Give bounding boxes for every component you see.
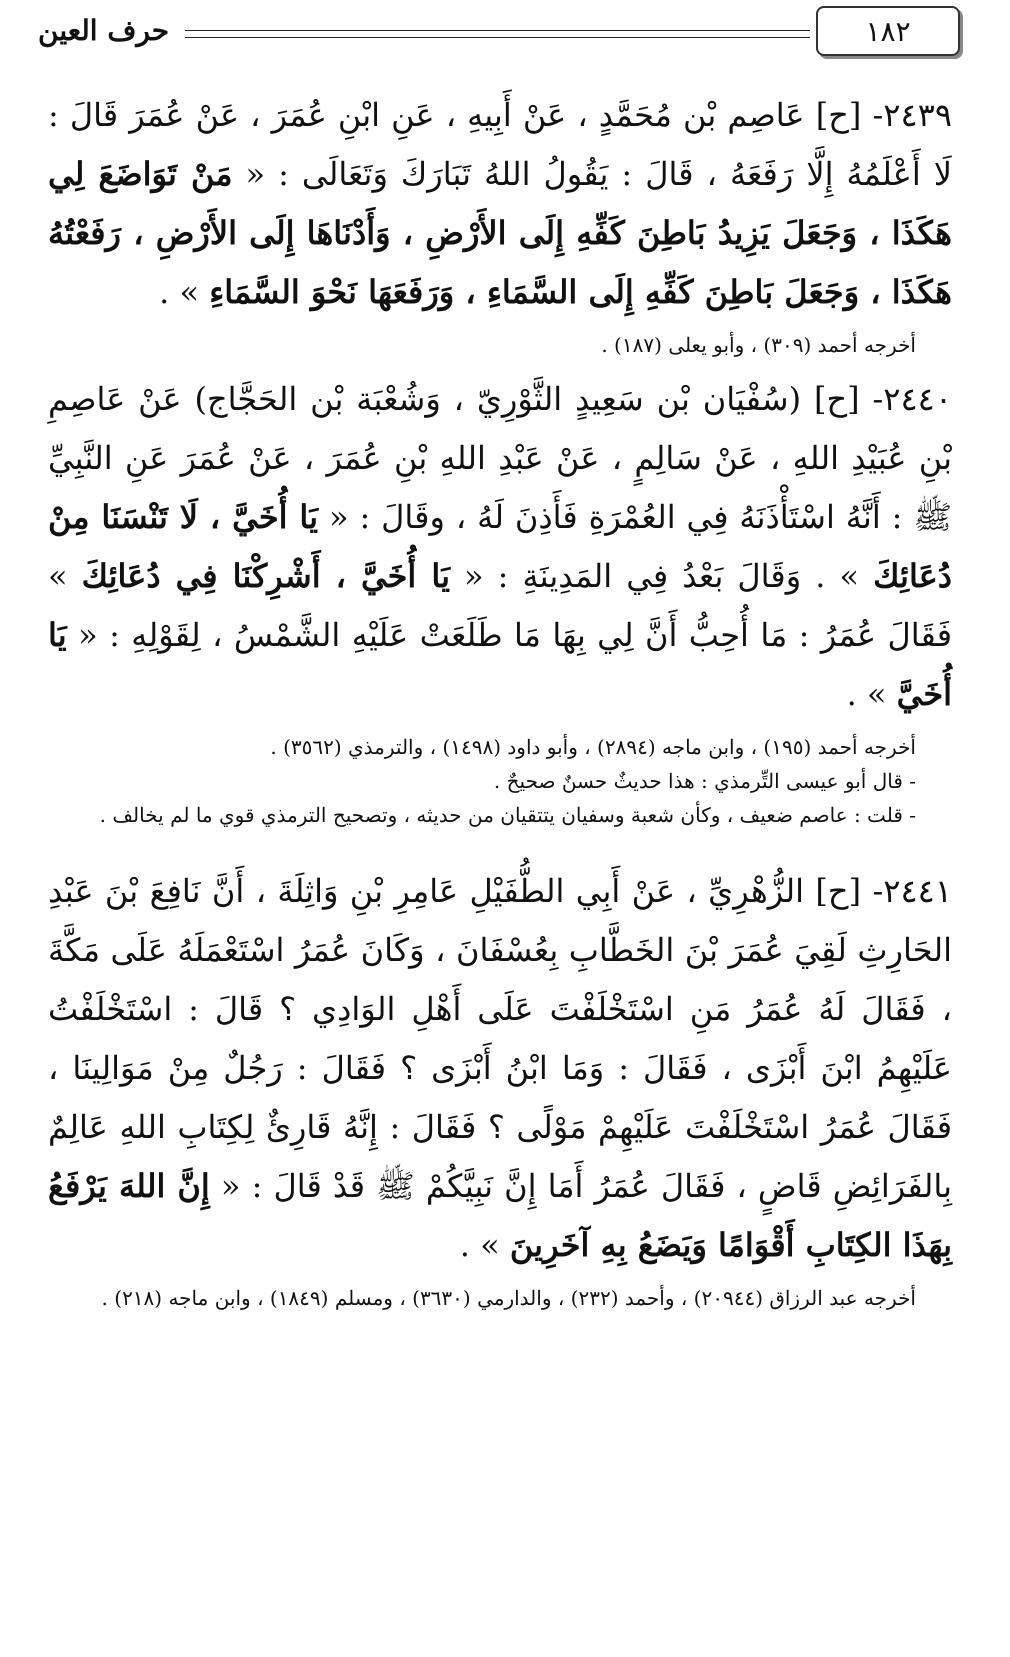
page-number: ١٨٢	[816, 6, 960, 56]
hadith-text: [ح] عَاصِم بْن مُحَمَّدٍ ، عَنْ أَبِيهِ ، عَنِ ابْنِ عُمَرَ ، عَنْ عُمَرَ قَالَ : لَا أَعْلَمُهُ إِلَّا رَفَعَهُ ، قَالَ : يَقُولُ اللهُ تَبَارَكَ وَتَعَالَى : «	[48, 96, 953, 193]
hadith-text: » .	[459, 1226, 510, 1264]
hadith-source: أخرجه أحمد (٣٠٩) ، وأبو يعلى (١٨٧) .	[601, 333, 916, 357]
hadith-quote: يَا أُخَيَّ ، لَا تَنْسَنَا مِنْ دُعَائِكَ	[48, 498, 953, 595]
hadith-number: ٢٤٤٠-	[872, 380, 952, 418]
hadith-text: » . وَقَالَ بَعْدُ فِي المَدِينَةِ : «	[450, 557, 874, 595]
hadith-quote: إِنَّ اللهَ يَرْفَعُ بِهَذَا الكِتَابِ أَقْوَامًا وَيَضَعُ بِهِ آخَرِينَ	[48, 1167, 952, 1264]
spacer	[48, 832, 952, 862]
hadith-text: » .	[159, 273, 210, 311]
hadith-2440	[48, 370, 952, 724]
hadith-quote: يَا أُخَيَّ ، أَشْرِكْنَا فِي دُعَائِكَ	[81, 557, 450, 595]
header-rule	[185, 30, 810, 38]
hadith-quote: مَنْ تَوَاضَعَ لِي هَكَذَا ، وَجَعَلَ يَزِيدُ بَاطِنَ كَفِّهِ إِلَى الأَرْضِ ، وَأَدْنَاهَا إِلَى الأَرْضِ ، رَفَعْتُهُ هَكَذَا ، وَجَعَلَ بَاطِنَ كَفِّهِ إِلَى السَّمَاءِ ، وَرَفَعَهَا نَحْوَ السَّمَاءِ	[48, 155, 952, 311]
hadith-source: أخرجه عبد الرزاق (٢٠٩٤٤) ، وأحمد (٢٣٢) ، والدارمي (٣٦٣٠) ، ومسلم (١٨٤٩) ، وابن ماجه (٢١٨) .	[101, 1286, 916, 1310]
hadith-2439	[48, 86, 952, 322]
hadith-note: - قال أبو عيسى التِّرمذي : هذا حديثٌ حسنٌ صحيحٌ .	[493, 769, 916, 793]
hadith-text: [ح] الزُّهْرِيِّ ، عَنْ أَبِي الطُّفَيْلِ عَامِرِ بْنِ وَاثِلَةَ ، أَنَّ نَافِعَ بْنَ عَبْدِ الحَارِثِ لَقِيَ عُمَرَ بْنَ الخَطَّابِ بِعُسْفَانَ ، وَكَانَ عُمَرُ اسْتَعْمَلَهُ عَلَى مَكَّةَ ، فَقَالَ لَهُ عُمَرُ مَنِ اسْتَخْلَفْتَ عَلَى أَهْلِ الوَادِي ؟ قَالَ : اسْتَخْلَفْتُ عَلَيْهِمُ ابْنَ أَبْزَى ، فَقَالَ : وَمَا ابْنُ أَبْزَى ؟ فَقَالَ : رَجُلٌ مِنْ مَوَالِينَا ، فَقَالَ عُمَرُ اسْتَخْلَفْتَ عَلَيْهِمْ مَوْلًى ؟ فَقَالَ : إِنَّهُ قَارِئٌ لِكِتَابِ اللهِ عَالِمٌ بِالفَرَائِضِ قَاضٍ ، فَقَالَ عُمَرُ أَمَا إِنَّ نَبِيَّكُمْ ﷺ قَدْ قَالَ : «	[48, 872, 953, 1205]
chapter-title: حرف العين	[38, 14, 170, 47]
hadith-quote: يَا أُخَيَّ	[48, 616, 952, 713]
hadith-text: » فَقَالَ عُمَرُ : مَا أُحِبُّ أَنَّ لِي بِهَا مَا طَلَعَتْ عَلَيْهِ الشَّمْسُ ، لِقَوْلِهِ : «	[48, 557, 952, 654]
hadith-2441	[48, 862, 952, 1275]
page-content	[48, 86, 952, 1323]
hadith-text: [ح] (سُفْيَان بْن سَعِيدٍ الثَّوْرِيّ ، وَشُعْبَة بْن الحَجَّاج) عَنْ عَاصِمِ بْنِ عُبَيْدِ اللهِ ، عَنْ سَالِمٍ ، عَنْ عَبْدِ اللهِ بْنِ عُمَرَ ، عَنْ عُمَرَ عَنِ النَّبِيِّ ﷺ : أَنَّهُ اسْتَأْذَنَهُ فِي العُمْرَةِ فَأَذِنَ لَهُ ، وقَالَ : «	[48, 380, 953, 536]
hadith-source: أخرجه أحمد (١٩٥) ، وابن ماجه (٢٨٩٤) ، وأبو داود (١٤٩٨) ، والترمذي (٣٥٦٢) .	[270, 735, 916, 759]
hadith-number: ٢٤٤١-	[872, 872, 953, 910]
hadith-text: » .	[846, 675, 897, 713]
hadith-number: ٢٤٣٩-	[872, 96, 952, 134]
hadith-note: - قلت : عاصم ضعيف ، وكأن شعبة وسفيان يتتقيان من حديثه ، وتصحيح الترمذي قوي ما لم يخالف .	[99, 803, 916, 827]
page-header	[0, 0, 1010, 64]
